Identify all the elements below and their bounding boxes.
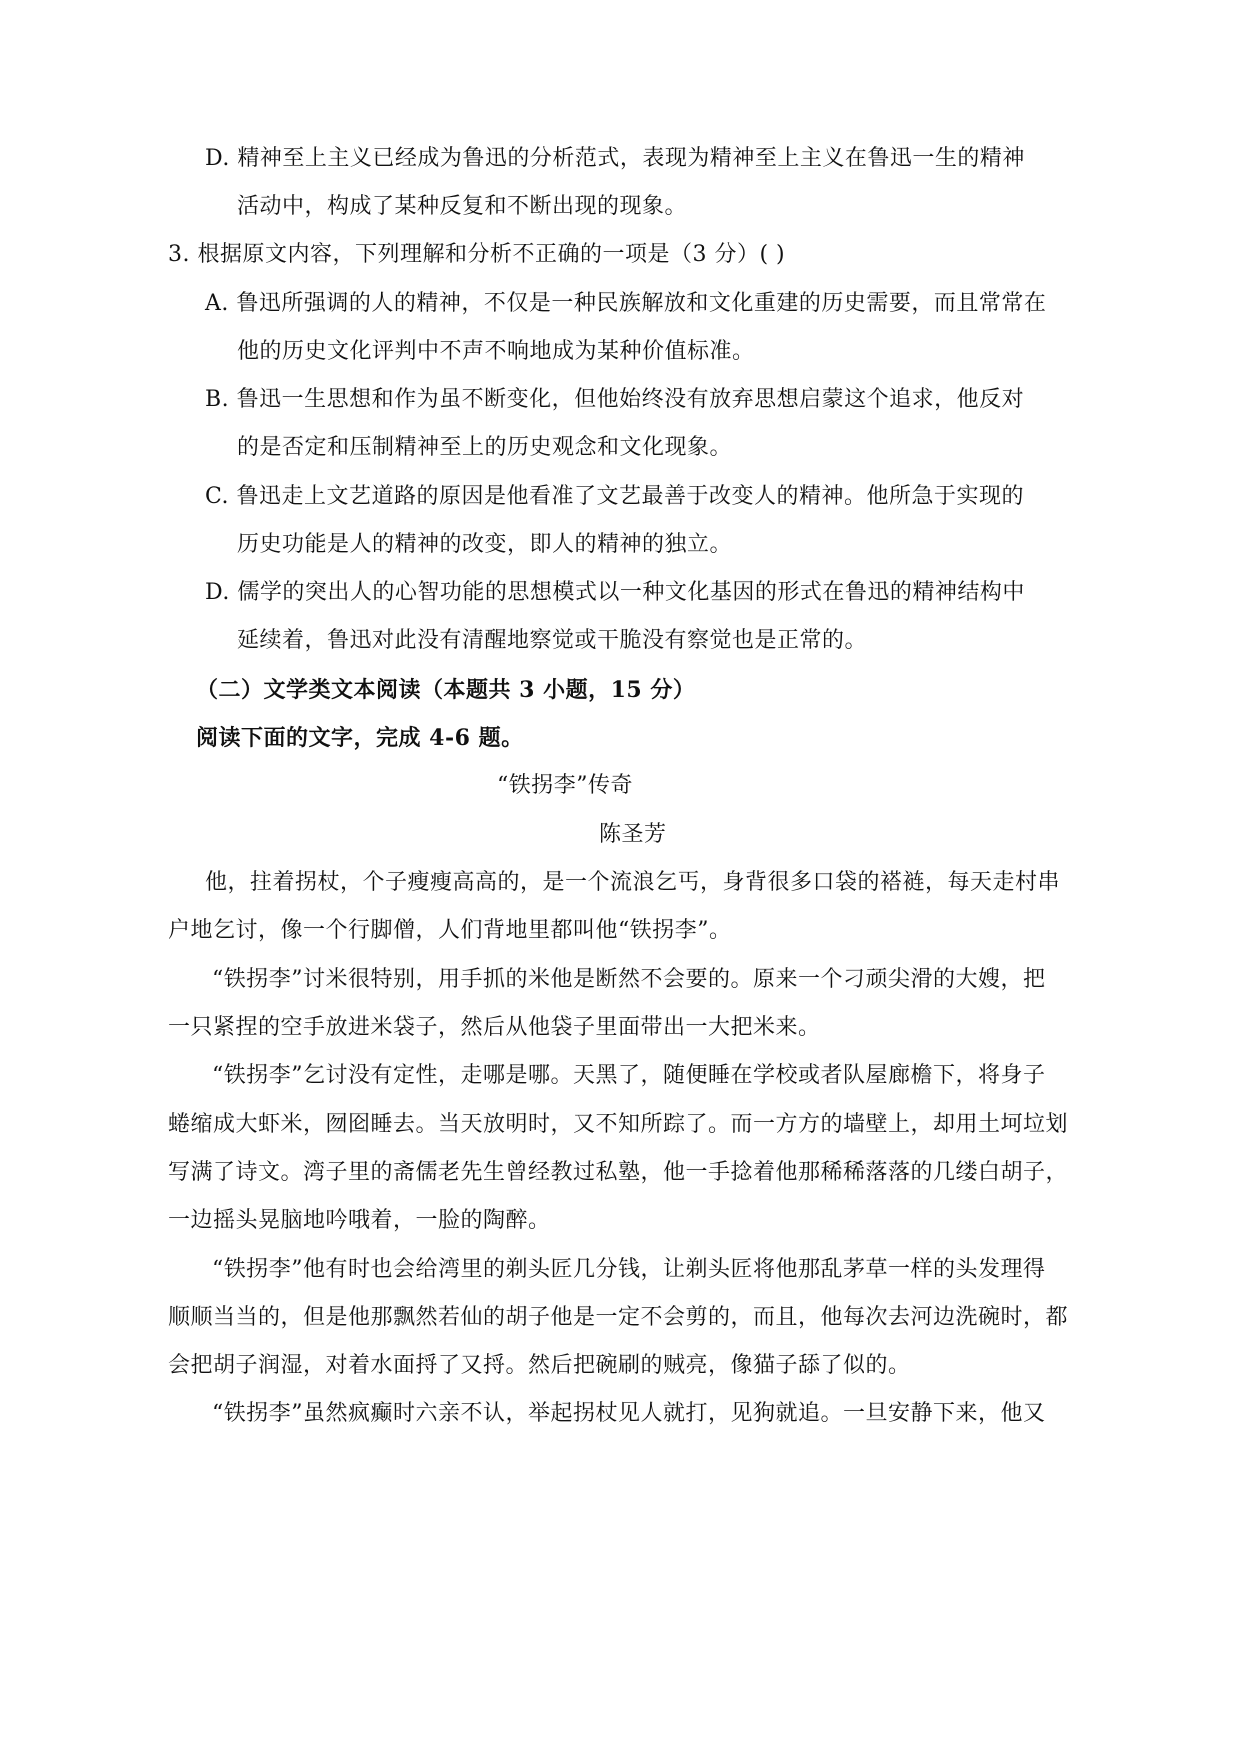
q3-option-c-line1: C. 鲁迅走上文艺道路的原因是他看准了文艺最善于改变人的精神。他所急于实现的 xyxy=(205,484,1025,509)
paragraph-3-line2: 蜷缩成大虾米，囫囵睡去。当天放明时，又不知所踪了。而一方方的墙壁上，却用土坷垃划 xyxy=(168,1112,1069,1137)
q3-option-b-line1: B. 鲁迅一生思想和作为虽不断变化，但他始终没有放弃思想启蒙这个追求，他反对 xyxy=(205,387,1025,412)
story-title: “铁拐李”传奇 xyxy=(497,773,633,798)
story-author: 陈圣芳 xyxy=(599,822,667,847)
section-instruction: 阅读下面的文字，完成 4-6 题。 xyxy=(196,725,524,751)
paragraph-4-line3: 会把胡子润湿，对着水面捋了又捋。然后把碗刷的贼亮，像猫子舔了似的。 xyxy=(168,1353,911,1378)
paragraph-2-line2: 一只紧捏的空手放进米袋子，然后从他袋子里面带出一大把米来。 xyxy=(168,1015,821,1040)
q3-stem: 3. 根据原文内容，下列理解和分析不正确的一项是（3 分）( ) xyxy=(168,242,786,267)
q3-option-d-line1: D. 儒学的突出人的心智功能的思想模式以一种文化基因的形式在鲁迅的精神结构中 xyxy=(205,580,1025,605)
q3-option-d-line2: 延续着，鲁迅对此没有清醒地察觉或干脆没有察觉也是正常的。 xyxy=(237,628,868,653)
q2-option-d-line2: 活动中，构成了某种反复和不断出现的现象。 xyxy=(237,194,688,219)
paragraph-1-line1: 他，拄着拐杖，个子瘦瘦高高的，是一个流浪乞丐，身背很多口袋的褡裢，每天走村串 xyxy=(205,870,1061,895)
paragraph-5-line1: “铁拐李”虽然疯癫时六亲不认，举起拐杖见人就打，见狗就追。一旦安静下来，他又 xyxy=(212,1401,1046,1426)
paragraph-3-line3: 写满了诗文。湾子里的斋儒老先生曾经教过私塾，他一手捻着他那稀稀落落的几缕白胡子， xyxy=(168,1160,1069,1185)
section-heading: （二）文学类文本阅读（本题共 3 小题，15 分） xyxy=(196,677,696,703)
q3-option-a-line2: 他的历史文化评判中不声不响地成为某种价值标准。 xyxy=(237,339,755,364)
paragraph-3-line4: 一边摇头晃脑地吟哦着，一脸的陶醉。 xyxy=(168,1208,551,1233)
q3-option-b-line2: 的是否定和压制精神至上的历史观念和文化现象。 xyxy=(237,435,733,460)
q3-option-c-line2: 历史功能是人的精神的改变，即人的精神的独立。 xyxy=(237,532,733,557)
paragraph-1-line2: 户地乞讨，像一个行脚僧，人们背地里都叫他“铁拐李”。 xyxy=(168,918,732,943)
paragraph-4-line1: “铁拐李”他有时也会给湾里的剃头匠几分钱，让剃头匠将他那乱茅草一样的头发理得 xyxy=(212,1257,1046,1282)
q2-option-d-line1: D. 精神至上主义已经成为鲁迅的分析范式，表现为精神至上主义在鲁迅一生的精神 xyxy=(205,146,1025,171)
q3-option-a-line1: A. 鲁迅所强调的人的精神，不仅是一种民族解放和文化重建的历史需要，而且常常在 xyxy=(205,291,1047,316)
paragraph-4-line2: 顺顺当当的，但是他那飘然若仙的胡子他是一定不会剪的，而且，他每次去河边洗碗时，都 xyxy=(168,1305,1069,1330)
paragraph-3-line1: “铁拐李”乞讨没有定性，走哪是哪。天黑了，随便睡在学校或者队屋廊檐下，将身子 xyxy=(212,1063,1046,1088)
paragraph-2-line1: “铁拐李”讨米很特别，用手抓的米他是断然不会要的。原来一个刁顽尖滑的大嫂，把 xyxy=(212,967,1046,992)
